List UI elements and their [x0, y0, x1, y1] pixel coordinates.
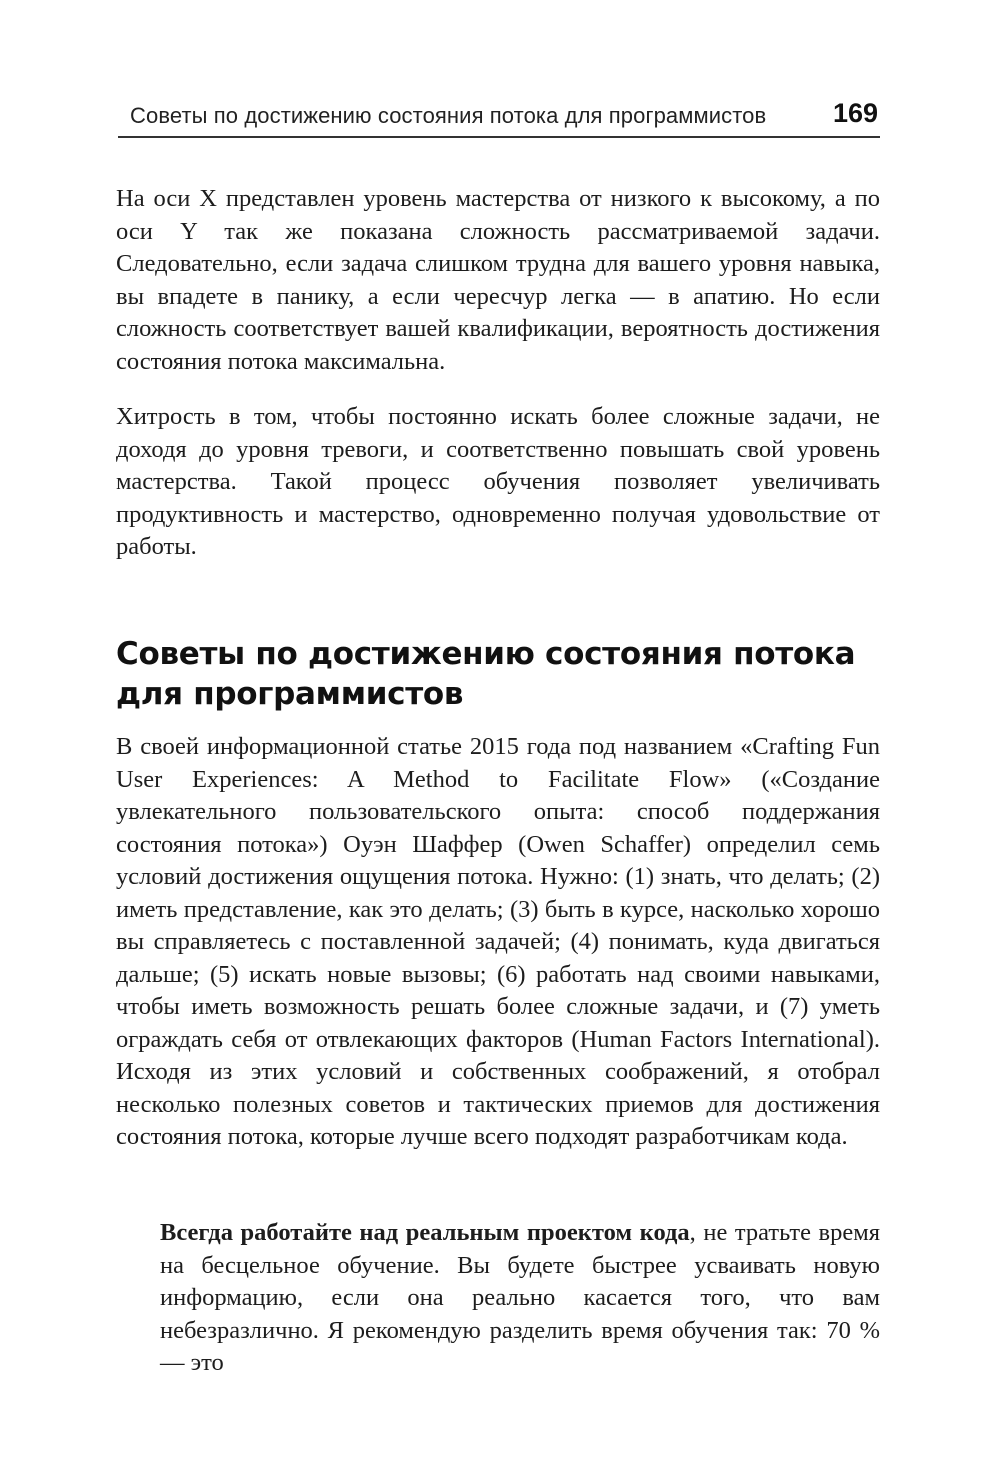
tip-body: , не тратьте время на бесцельное обучение. Вы будете быстрее усваивать новую информацию, если она реально касается того, что вам небезразлично. Я рекомендую разделить время обучения так: 70 % — это: [160, 1219, 880, 1376]
tip-paragraph: [160, 1217, 880, 1380]
paragraph-learning-trick: Хитрость в том, чтобы постоянно искать более сложные задачи, не доходя до уровня тревоги, и соответственно повышать свой уровень мастерства. Такой процесс обучения позволяет увеличивать продуктивность и мастерство, одновременно получая удовольствие от работы.: [116, 403, 880, 560]
running-title: Советы по достижению состояния потока для программистов: [130, 103, 767, 128]
paragraph-flow-conditions: В своей информационной статье 2015 года под названием «Crafting Fun User Experiences: A Method to Facilitate Flow» («Создание увлекательного пользовательского опыта: способ поддержания состояния потока») Оуэн Шаффер (Owen Schaffer) определил семь условий достижения ощущения потока. Нужно: (1) знать, что делать; (2) иметь представление, как это делать; (3) быть в курсе, насколько хорошо вы справляетесь с поставленной задачей; (4) понимать, куда двигаться дальше; (5) искать новые вызовы; (6) работать над своими навыками, чтобы иметь возможность решать более сложные задачи, и (7) уметь ограждать себя от отвлекающих факторов (Human Factors International). Исходя из этих условий и собственных соображений, я отобрал несколько полезных советов и тактических приемов для достижения состояния потока, которые лучше всего подходят разработчикам кода.: [116, 733, 880, 1150]
tip-lead: Всегда работайте над реальным проектом кода: [160, 1219, 690, 1246]
running-header: [118, 98, 880, 138]
page-number: 169: [832, 98, 878, 128]
paragraph-flow-axes: На оси X представлен уровень мастерства от низкого к высокому, а по оси Y так же показана сложность рассматриваемой задачи. Следовательно, если задача слишком трудна для вашего уровня навыка, вы впадете в панику, а если чересчур легка — в апатию. Но если сложность соответствует вашей квалификации, вероятность достижения состояния потока максимальна.: [116, 185, 880, 375]
section-heading: Советы по достижению состояния потока для программистов: [116, 636, 856, 712]
